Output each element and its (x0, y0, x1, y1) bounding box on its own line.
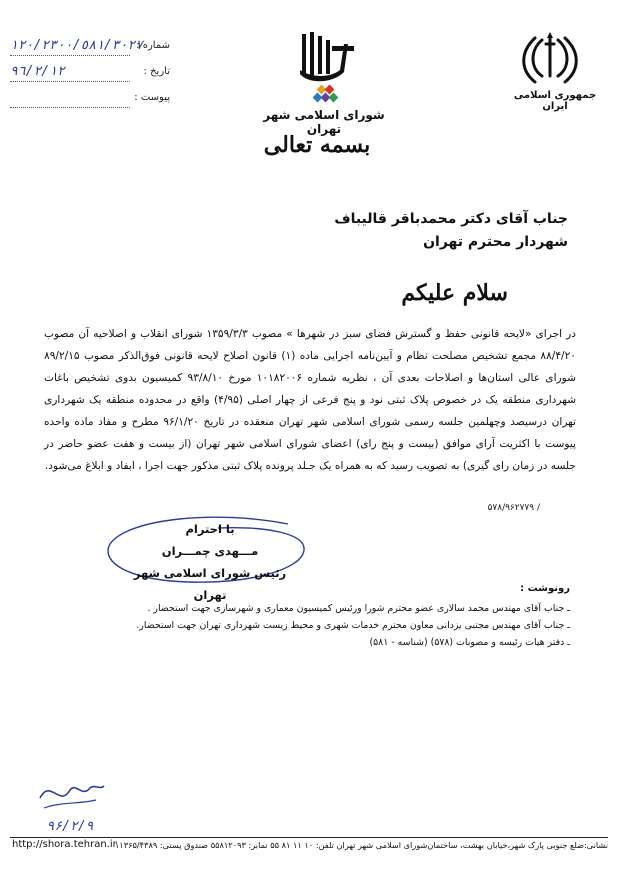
greeting: سلام علیکم (401, 280, 508, 306)
letter-number-value: ١٢٠/٢٣٠٠/٥٨١/٣٠٢٧ (10, 38, 144, 53)
council-logo-icon (292, 30, 358, 110)
republic-title: جمهوری اسلامی ایران (513, 90, 597, 112)
copies-list (100, 600, 570, 651)
footer-url-link[interactable]: http://shora.tehran.ir (12, 839, 117, 850)
footer-divider (10, 837, 608, 838)
signature-title: رئیس شورای اسلامی شهر تهران (133, 566, 287, 602)
letter-body (44, 323, 576, 477)
letter-number-line (10, 55, 130, 56)
addressee-name: جناب آقای دکتر محمدباقر قالیباف (334, 211, 568, 227)
letter-number-row (10, 40, 170, 58)
letter-date-row (10, 66, 170, 84)
handwritten-date: ۹۶/۲/۹ (46, 819, 94, 834)
copies-title: رونوشت : (520, 583, 570, 594)
iran-emblem-icon (522, 30, 578, 90)
addressee-title: شهردار محترم تهران (423, 234, 568, 250)
signature-name: مـــهدی چمـــران (161, 544, 259, 558)
signature-block (120, 518, 300, 606)
copy-recipient: ـ جناب آقای مهندس محمد سالاری عضو محترم شورا ورئیس کمیسیون معماری و شهرسازی جهت استحضار . (100, 600, 570, 617)
council-name: شورای اسلامی شهر تهران (263, 108, 385, 136)
attachment-label: پیوست : (134, 92, 170, 103)
addressee-block (168, 208, 568, 254)
copy-recipient: ـ دفتر هیات رئیسه و مصوبات (۵۷۸) (شناسه - ۵۸۱) (100, 634, 570, 651)
copy-recipient: ـ جناب آقای مهندس مجتبی یزدانی معاون محترم خدمات شهری و محیط زیست شهرداری تهران جهت استحضار. (100, 617, 570, 634)
attachment-row (10, 92, 170, 110)
body-paragraph: در اجرای «لایحه قانونی حفظ و گسترش فضای سبز در شهرها » مصوب ۱۳۵۹/۳/۳ شورای انقلاب و اصلاحیه آن مصوب ۸۸/۴/۲۰ مجمع تشخیص مصلحت نظام و آیین‌نامه اجرایی ماده (۱) قانون اصلاح لایحه قانونی فوق‌الذکر مصوب ۸۹/۲/۱۵ شورای عالی استان‌ها و اصلاحات بعدی آن ، نظریه شماره ۱۰۱۸۲۰۰۶ مورخ ۹۳/۸/۱۰ کمیسیون بدوی تشخیص باغات شهرداری منطقه یک در خصوص پلاک ثبتی نود و پنج فرعی از چهار اصلی (۴/۹۵) واقع در محدوده منطقه یک شهرداری تهران درسیصد وچهلمین جلسه رسمی شورای اسلامی شهر تهران منعقده در تاریخ ۹۶/۱/۲۰ مطرح و مفاد ماده واحده پیوست با اکثریت آرای موافق (بیست و پنج رای) اعضای شورای اسلامی شهر تهران (از بیست و هفت عضو حاضر در جلسه در زمان رای گیری) به تصویب رسید که به همراه یک جـلد پرونده پلاک ثبتی مذکور جهت اجرا ، ابفاد و ابلاغ می‌شود. (44, 328, 576, 472)
basmala: بسمه تعالی (263, 132, 371, 158)
body-reference-number: ۵۷۸/۹۶۲۷۷۹ / (487, 503, 540, 513)
letter-date-line (10, 81, 130, 82)
signature-closing: با احترام (185, 522, 235, 536)
letter-date-label: تاریخ : (143, 66, 170, 77)
letter-number-label: شماره : (136, 40, 170, 51)
attachment-line (10, 107, 130, 108)
footer-address: نشانی:ضلع جنوبی پارک شهر،خیابان بهشت، ساختمان‌شورای اسلامی شهر تهران تلفن: ۱۰ ۱۱ ۸۱ ۵۵ نمابر: ۵۵۸۱۲۰۹۳ صندوق پستی: ۱۱۳۶۵/۴۳۸۹ (114, 840, 608, 850)
letter-date-value: ٩٦/٢/١٢ (10, 64, 65, 79)
handwritten-initial-icon (30, 768, 110, 838)
